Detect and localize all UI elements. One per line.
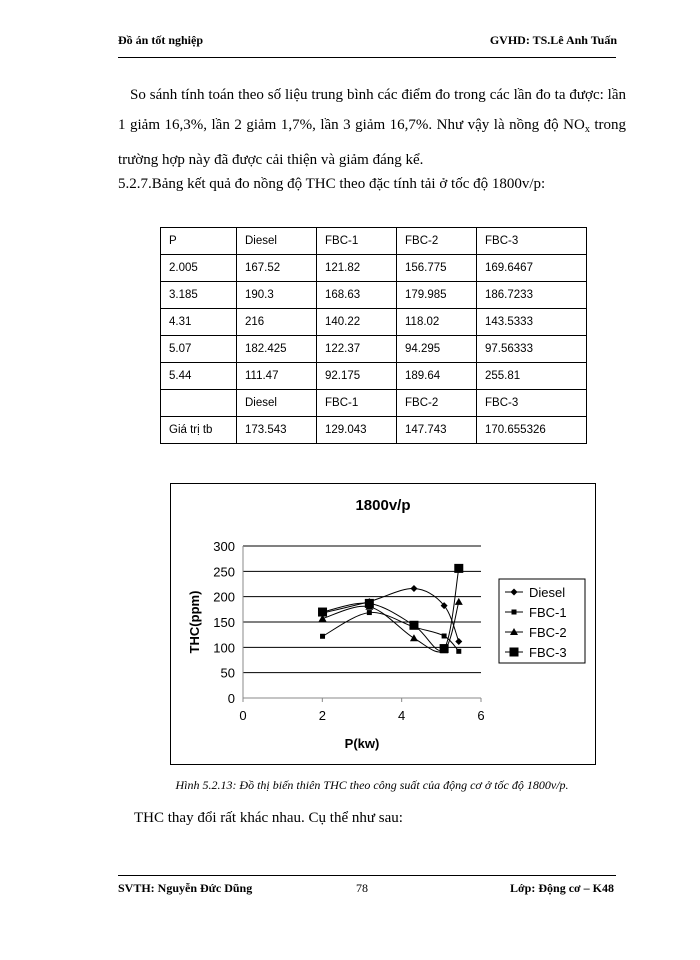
table-cell: 190.3 — [237, 282, 317, 309]
table-cell: 179.985 — [397, 282, 477, 309]
table-cell: 182.425 — [237, 336, 317, 363]
table-cell: 173.543 — [237, 417, 317, 444]
table-cell: FBC-2 — [397, 390, 477, 417]
figure-caption: Hình 5.2.13: Đồ thị biến thiên THC theo công suất của động cơ ở tốc độ 1800v/p. — [175, 778, 569, 792]
y-tick-label: 200 — [213, 589, 235, 605]
table-cell: 186.7233 — [477, 282, 587, 309]
footer-class: Lớp: Động cơ – K48 — [510, 881, 614, 895]
footer-student: SVTH: Nguyễn Đức Dũng — [118, 881, 253, 895]
table-cell: FBC-3 — [477, 390, 587, 417]
header-rule — [118, 57, 616, 58]
x-axis-title: P(kw) — [344, 736, 380, 751]
data-point-fbc-2 — [455, 598, 463, 605]
closing-text: THC thay đổi rất khác nhau. Cụ thể như sau: — [134, 810, 403, 826]
table-cell: 97.56333 — [477, 336, 587, 363]
table-cell: 122.37 — [317, 336, 397, 363]
footer-rule — [118, 875, 616, 876]
table-cell: 4.31 — [161, 309, 237, 336]
data-point-fbc-2 — [410, 634, 418, 641]
table-cell: FBC-2 — [397, 228, 477, 255]
table-row — [161, 363, 587, 390]
legend-marker — [512, 610, 517, 615]
table-cell: 92.175 — [317, 363, 397, 390]
table-cell: 170.655326 — [477, 417, 587, 444]
y-tick-label: 300 — [213, 539, 235, 554]
table-cell: 169.6467 — [477, 255, 587, 282]
table-row — [161, 417, 587, 444]
data-point-fbc-3 — [409, 621, 418, 630]
series-line-fbc-3 — [323, 568, 459, 650]
section-title: 5.2.7.Bảng kết quả đo nồng độ THC theo đặc tính tải ở tốc độ 1800v/p: — [118, 176, 546, 192]
paragraph-text-after: trong trường hợp này đã được cải thiện và giảm đáng kể. — [118, 117, 626, 168]
paragraph-subscript: x — [584, 124, 590, 135]
header-right: GVHD: TS.Lê Anh Tuấn — [489, 33, 617, 47]
table-cell: 5.44 — [161, 363, 237, 390]
table-cell: Diesel — [237, 228, 317, 255]
table-cell: Giá trị tb — [161, 417, 237, 444]
table-cell: 167.52 — [237, 255, 317, 282]
table-cell: FBC-3 — [477, 228, 587, 255]
chart-canvas — [171, 484, 595, 764]
legend-marker — [510, 648, 519, 657]
y-axis-title: THC(ppm) — [187, 590, 202, 654]
table-cell: FBC-1 — [317, 390, 397, 417]
y-tick-label: 0 — [227, 691, 235, 706]
table-cell: 94.295 — [397, 336, 477, 363]
table-cell: 121.82 — [317, 255, 397, 282]
data-point-fbc-3 — [440, 644, 449, 653]
table-cell: 147.743 — [397, 417, 477, 444]
data-point-fbc-1 — [320, 634, 325, 639]
data-point-fbc-1 — [367, 610, 372, 615]
table-cell: 143.5333 — [477, 309, 587, 336]
y-tick-label: 150 — [213, 615, 235, 630]
table-cell: 189.64 — [397, 363, 477, 390]
table-cell: 168.63 — [317, 282, 397, 309]
data-point-fbc-3 — [365, 599, 374, 608]
table-cell: Diesel — [237, 390, 317, 417]
legend-label: FBC-3 — [529, 645, 567, 660]
data-point-fbc-1 — [442, 633, 447, 638]
table-cell: 216 — [237, 309, 317, 336]
x-tick-label: 2 — [318, 708, 326, 723]
thc-results-table — [160, 227, 587, 444]
table-row — [161, 309, 587, 336]
thc-chart — [170, 483, 596, 765]
legend-label: Diesel — [529, 585, 566, 600]
legend-label: FBC-2 — [529, 625, 567, 640]
table-cell: 5.07 — [161, 336, 237, 363]
table-row — [161, 390, 587, 417]
data-point-fbc-3 — [318, 608, 327, 617]
paragraph-text-before: So sánh tính toán theo số liệu trung bình các điểm đo trong các lần đo ta được: lần 1 giảm 16,3%, lần 2 giảm 1,7%, lần 3 giảm 16,7%. Như vậy là nồng độ NO — [118, 87, 626, 133]
table-cell: 156.775 — [397, 255, 477, 282]
table-row — [161, 282, 587, 309]
table-cell: 140.22 — [317, 309, 397, 336]
header-left: Đồ án tốt nghiệp — [118, 33, 204, 47]
data-point-diesel — [455, 638, 462, 645]
y-tick-label: 250 — [213, 564, 235, 580]
table-row — [161, 228, 587, 255]
table-cell: 111.47 — [237, 363, 317, 390]
table-row — [161, 336, 587, 363]
table-cell: FBC-1 — [317, 228, 397, 255]
table-cell: P — [161, 228, 237, 255]
data-point-fbc-1 — [456, 649, 461, 654]
y-tick-label: 100 — [213, 640, 235, 656]
data-point-fbc-3 — [454, 564, 463, 573]
chart-title: 1800v/p — [355, 497, 411, 514]
legend-label: FBC-1 — [529, 605, 567, 620]
x-tick-label: 4 — [398, 708, 406, 723]
table-cell: 118.02 — [397, 309, 477, 336]
table-cell — [161, 390, 237, 417]
table-cell: 3.185 — [161, 282, 237, 309]
y-tick-label: 50 — [220, 665, 235, 681]
table-row — [161, 255, 587, 282]
data-point-diesel — [410, 585, 417, 592]
table-cell: 2.005 — [161, 255, 237, 282]
series-line-fbc-1 — [323, 612, 459, 651]
series-line-fbc-2 — [323, 602, 459, 652]
table-cell: 129.043 — [317, 417, 397, 444]
x-tick-label: 0 — [239, 708, 247, 723]
x-tick-label: 6 — [477, 708, 485, 723]
page-number: 78 — [356, 881, 368, 895]
table-cell: 255.81 — [477, 363, 587, 390]
body-paragraph — [118, 80, 626, 175]
